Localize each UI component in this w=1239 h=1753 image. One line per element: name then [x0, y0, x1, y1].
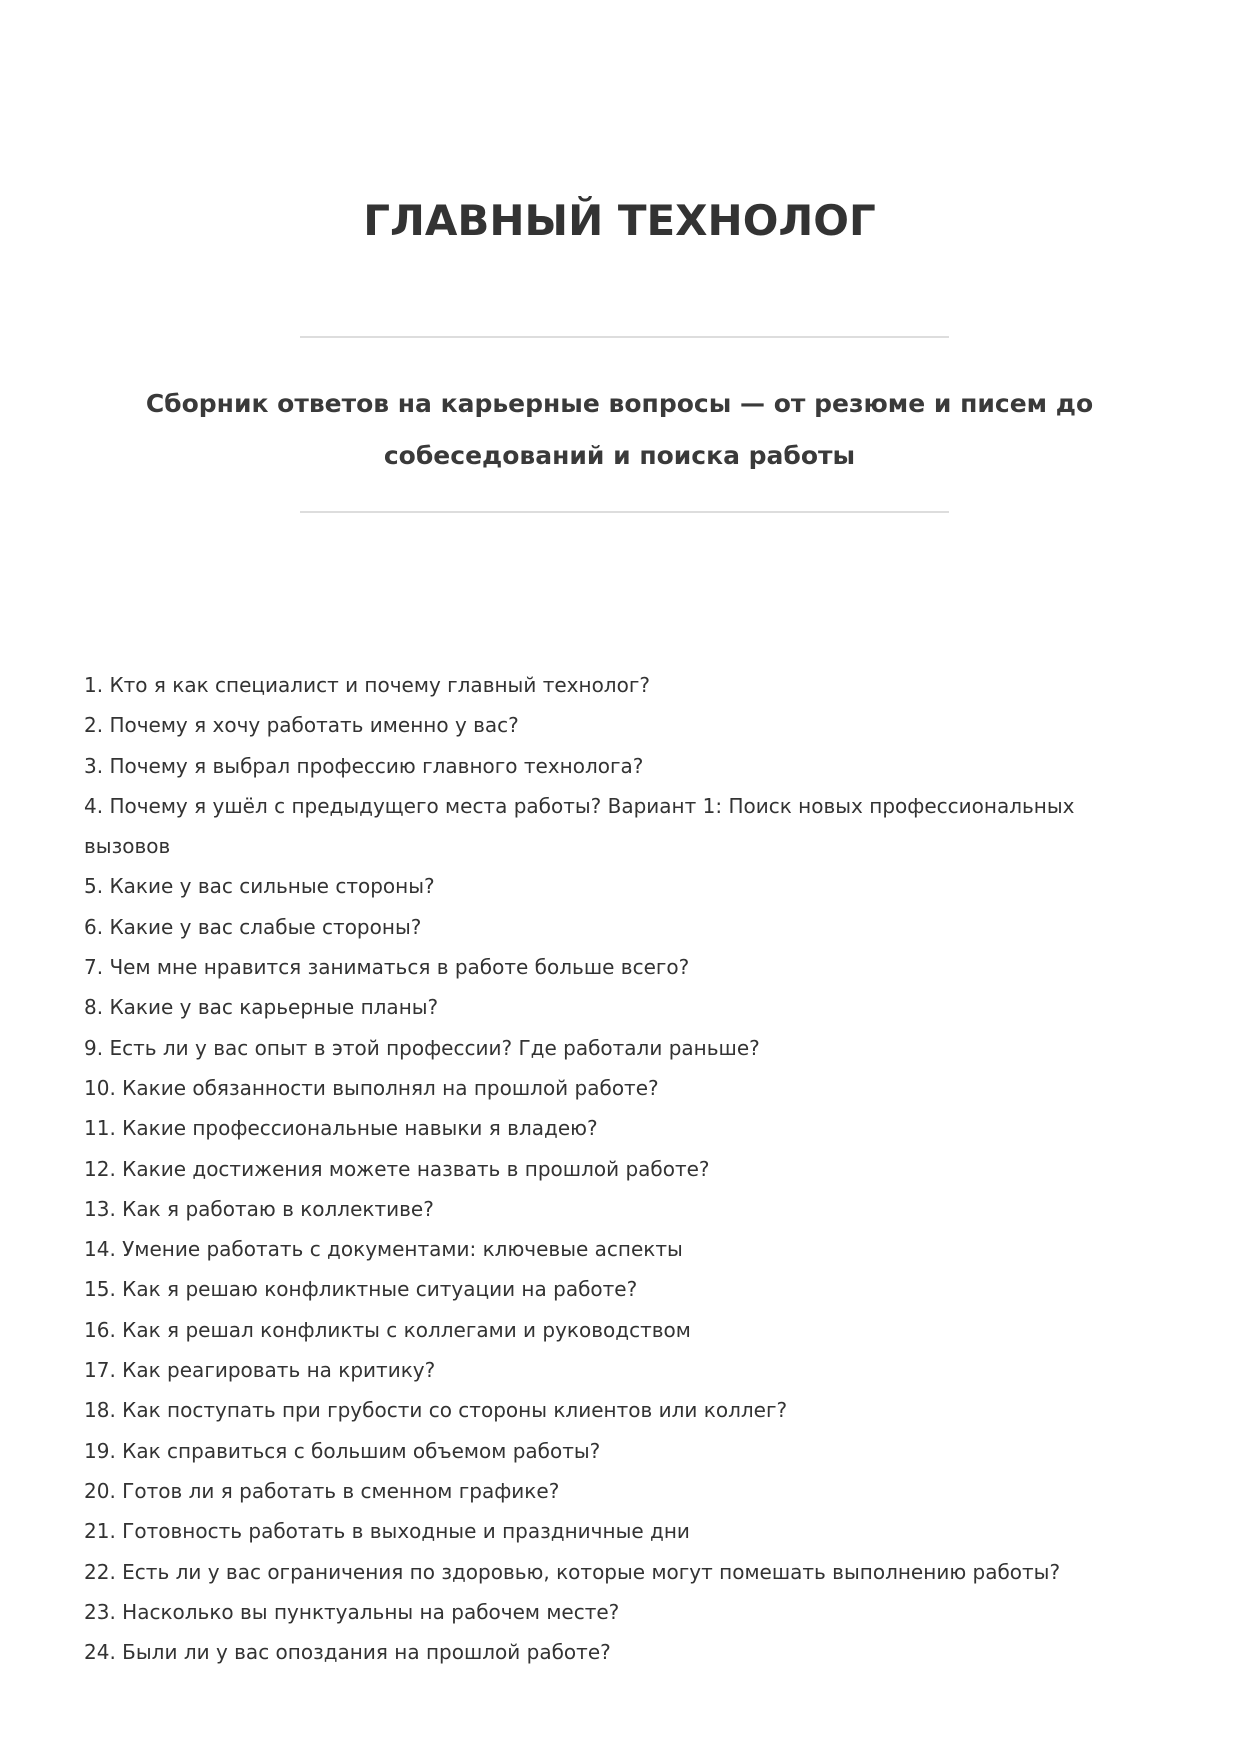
- toc-item[interactable]: 18. Как поступать при грубости со стороны клиентов или коллег?: [84, 1398, 788, 1423]
- toc-item[interactable]: 22. Есть ли у вас ограничения по здоровью, которые могут помешать выполнению работы?: [84, 1559, 1061, 1584]
- toc-item[interactable]: 8. Какие у вас карьерные планы?: [84, 995, 439, 1020]
- toc-item[interactable]: 2. Почему я хочу работать именно у вас?: [84, 713, 519, 738]
- toc-item[interactable]: 4. Почему я ушёл с предыдущего места работы? Вариант 1: Поиск новых профессиональных вызовов: [84, 793, 1075, 859]
- toc-item[interactable]: 7. Чем мне нравится заниматься в работе больше всего?: [84, 955, 690, 980]
- page-subtitle: Сборник ответов на карьерные вопросы — от резюме и писем до собеседований и поиска работы: [145, 389, 1094, 470]
- page-title: ГЛАВНЫЙ ТЕХНОЛОГ: [363, 196, 876, 245]
- toc-item[interactable]: 9. Есть ли у вас опыт в этой профессии? Где работали раньше?: [84, 1035, 760, 1060]
- toc-item[interactable]: 6. Какие у вас слабые стороны?: [84, 914, 422, 939]
- toc-item[interactable]: 5. Какие у вас сильные стороны?: [84, 874, 435, 899]
- toc-item[interactable]: 16. Как я решал конфликты с коллегами и руководством: [84, 1317, 691, 1342]
- table-of-contents: [84, 665, 1164, 1672]
- toc-item[interactable]: 14. Умение работать с документами: ключевые аспекты: [84, 1237, 683, 1262]
- divider-top: [300, 336, 949, 338]
- toc-item[interactable]: 23. Насколько вы пунктуальны на рабочем месте?: [84, 1599, 620, 1624]
- toc-item[interactable]: 13. Как я работаю в коллективе?: [84, 1196, 434, 1221]
- toc-item[interactable]: 10. Какие обязанности выполнял на прошлой работе?: [84, 1075, 659, 1100]
- toc-item[interactable]: 19. Как справиться с большим объемом работы?: [84, 1438, 601, 1463]
- toc-item[interactable]: 20. Готов ли я работать в сменном графике?: [84, 1478, 560, 1503]
- toc-item[interactable]: 24. Были ли у вас опоздания на прошлой работе?: [84, 1640, 611, 1665]
- toc-item[interactable]: 17. Как реагировать на критику?: [84, 1358, 436, 1383]
- toc-item[interactable]: 11. Какие профессиональные навыки я владею?: [84, 1116, 598, 1141]
- toc-item[interactable]: 3. Почему я выбрал профессию главного технолога?: [84, 753, 644, 778]
- toc-item[interactable]: 15. Как я решаю конфликтные ситуации на работе?: [84, 1277, 638, 1302]
- toc-item[interactable]: 12. Какие достижения можете назвать в прошлой работе?: [84, 1156, 710, 1181]
- divider-bottom: [300, 511, 949, 513]
- toc-item[interactable]: 21. Готовность работать в выходные и праздничные дни: [84, 1519, 690, 1544]
- toc-item[interactable]: 1. Кто я как специалист и почему главный технолог?: [84, 673, 650, 697]
